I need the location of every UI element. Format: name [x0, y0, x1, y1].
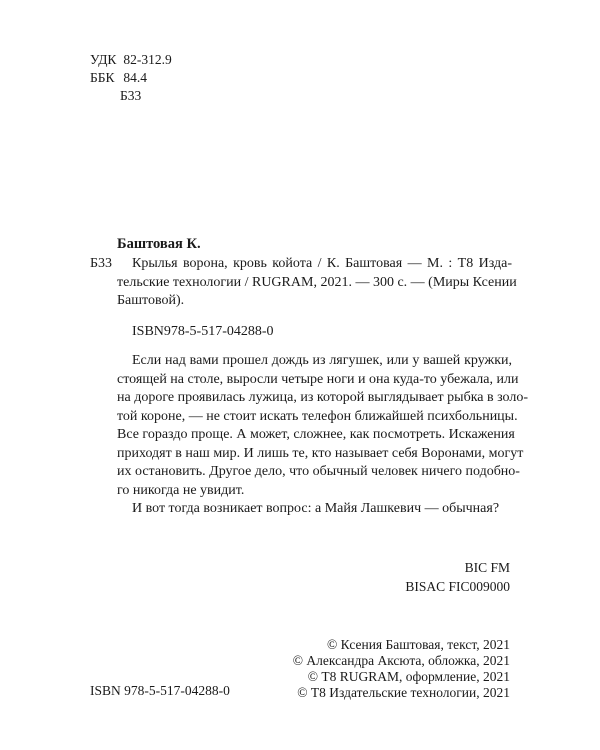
bic-code: BIC FM	[464, 560, 510, 575]
author-heading: Баштовая К.	[117, 236, 201, 252]
author-code: Б33	[90, 256, 113, 271]
annotation-line: стоящей на столе, выросли четыре ноги и она куда-то убежала, или	[117, 371, 519, 387]
annotation	[117, 352, 529, 519]
copyright-line: © Т8 RUGRAM, оформление, 2021	[307, 669, 510, 684]
bib-line: Крылья ворона, кровь койота / К. Баштовая — М. : Т8 Изда-	[132, 256, 512, 271]
footer-isbn: ISBN 978-5-517-04288-0	[90, 683, 230, 698]
annotation-line: Все гораздо проще. А может, сложнее, как посмотреть. Искажения	[117, 427, 515, 442]
annotation-line: той короне, — не стоит искать телефон ближайшей психбольницы.	[117, 408, 518, 424]
udk-line	[90, 52, 172, 68]
author-mark-line	[120, 88, 141, 104]
subject-codes	[405, 558, 510, 596]
bbk-line	[90, 70, 147, 86]
bbk-value: 84.4	[123, 70, 147, 85]
copyright-block	[293, 637, 510, 701]
bib-line: тельские технологии / RUGRAM, 2021. — 300 с. — (Миры Ксении	[117, 274, 517, 290]
annotation-line: го никогда не увидит.	[117, 482, 245, 498]
udk-value: 82-312.9	[123, 52, 172, 67]
copyright-line: © Т8 Издательские технологии, 2021	[297, 685, 510, 700]
bisac-code: BISAC FIC009000	[405, 579, 510, 594]
record-isbn: ISBN978-5-517-04288-0	[132, 324, 274, 339]
bibliographic-description	[117, 255, 517, 311]
copyright-line: © Ксения Баштовая, текст, 2021	[327, 637, 510, 652]
annotation-question: И вот тогда возникает вопрос: а Майя Лашкевич — обычная?	[132, 501, 500, 516]
annotation-line: Если над вами прошел дождь из лягушек, или у вашей кружки,	[132, 353, 512, 368]
annotation-line: на дороге проявилась лужица, из которой выглядывает рыбка в золо-	[117, 390, 529, 405]
bib-line: Баштовой).	[117, 293, 185, 308]
bbk-label: ББК	[90, 70, 115, 85]
author-mark: Б33	[120, 88, 142, 103]
annotation-line: приходят в наш мир. И лишь те, кто называет себя Воронами, могут	[117, 445, 524, 461]
udk-label: УДК	[90, 52, 117, 67]
copyright-line: © Александра Аксюта, обложка, 2021	[292, 653, 510, 668]
annotation-line: их остановить. Другое дело, что обычный человек ничего подобно-	[117, 464, 520, 479]
